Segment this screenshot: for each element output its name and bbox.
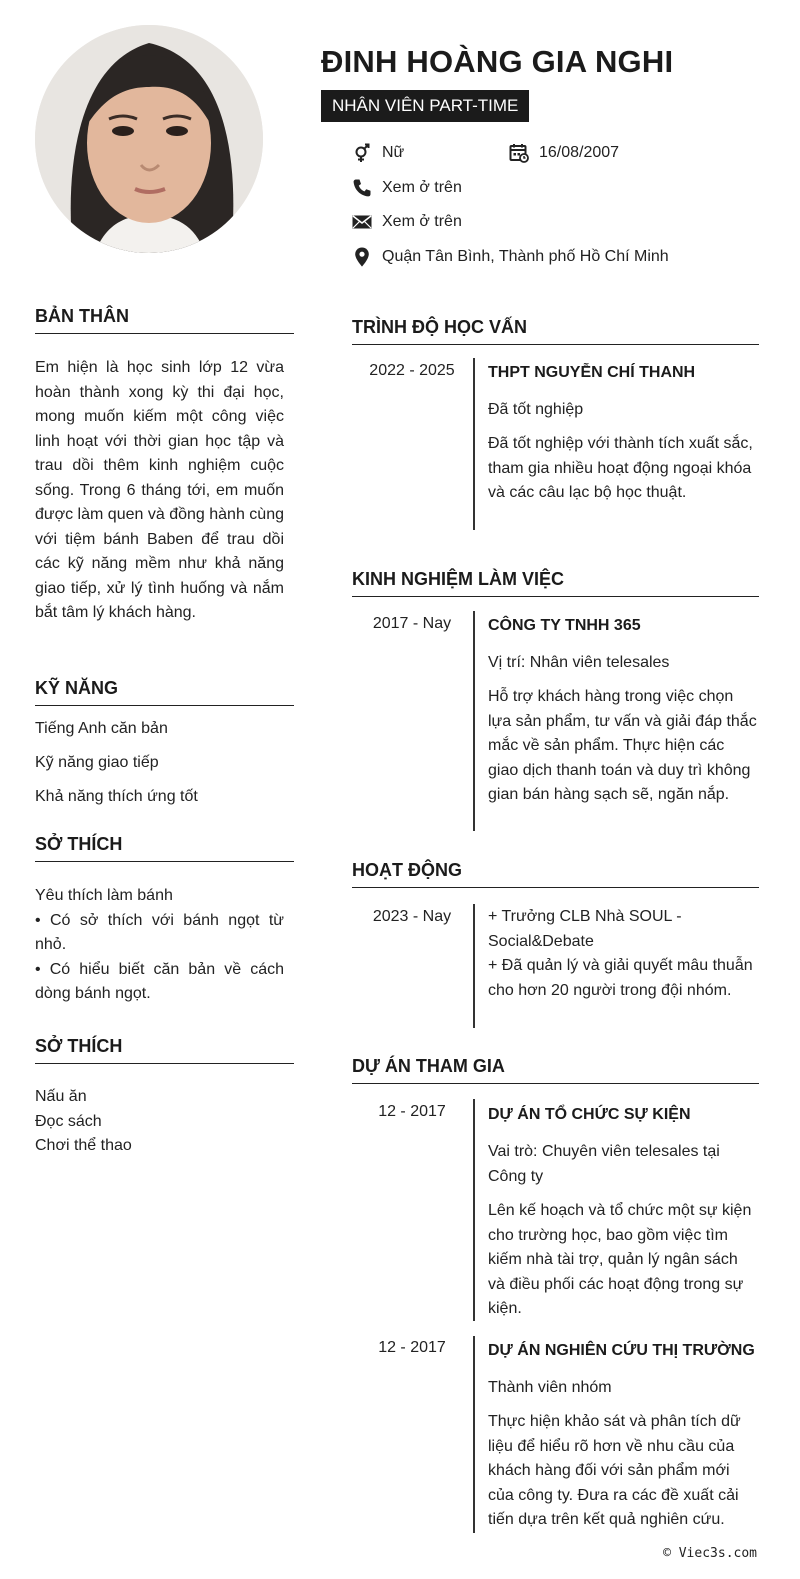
timeline-line xyxy=(473,1099,475,1321)
experience-date: 2017 - Nay xyxy=(372,615,452,632)
location-icon xyxy=(352,247,372,267)
hobby-item: Chơi thể thao xyxy=(35,1137,132,1154)
education-school: THPT NGUYỄN CHÍ THANH xyxy=(488,364,696,381)
email-icon xyxy=(352,212,372,232)
project-name: DỰ ÁN NGHIÊN CỨU THỊ TRƯỜNG xyxy=(488,1342,755,1359)
phone-text: Xem ở trên xyxy=(382,179,462,196)
email-text: Xem ở trên xyxy=(382,213,462,230)
education-description: Đã tốt nghiệp với thành tích xuất sắc, tham gia nhiều hoạt động ngoại khóa và các câu lạc bộ học thuật. xyxy=(488,435,753,501)
project-description: Lên kế hoạch và tổ chức một sự kiện cho trường học, bao gồm việc tìm kiếm nhà tài trợ, quản lý ngân sách và điều phối các hoạt động trong sự kiện. xyxy=(488,1202,752,1317)
hobby-line: • Có hiểu biết căn bản về cách dòng bánh ngọt. xyxy=(35,960,284,1002)
timeline-line xyxy=(473,904,475,1028)
hobby-line: Yêu thích làm bánh xyxy=(35,887,173,904)
project-role: Thành viên nhóm xyxy=(488,1379,612,1396)
birthday-info xyxy=(509,143,619,163)
hobbies-title-2: SỞ THÍCH xyxy=(35,1036,294,1064)
timeline-line xyxy=(473,1336,475,1533)
email-info xyxy=(352,212,462,232)
candidate-name: ĐINH HOÀNG GIA NGHI xyxy=(321,44,674,79)
project-role: Vai trò: Chuyên viên telesales tại Công ty xyxy=(488,1143,720,1185)
gender-text: Nữ xyxy=(382,144,405,161)
skill-item: Tiếng Anh căn bản xyxy=(35,720,168,737)
project-date: 12 - 2017 xyxy=(378,1339,446,1356)
activity-line-2: + Đã quản lý và giải quyết mâu thuẫn cho hơn 20 người trong đội nhóm. xyxy=(488,957,753,999)
address-info xyxy=(352,247,669,267)
experience-title: KINH NGHIỆM LÀM VIỆC xyxy=(352,569,759,597)
job-title-badge: NHÂN VIÊN PART-TIME xyxy=(321,90,529,122)
phone-info xyxy=(352,178,462,198)
address-text: Quận Tân Bình, Thành phố Hồ Chí Minh xyxy=(382,248,669,265)
project-name: DỰ ÁN TỔ CHỨC SỰ KIỆN xyxy=(488,1106,691,1123)
project-date: 12 - 2017 xyxy=(378,1103,446,1120)
experience-company: CÔNG TY TNHH 365 xyxy=(488,617,641,634)
skills-title: KỸ NĂNG xyxy=(35,678,294,706)
hobby-item: Nấu ăn xyxy=(35,1088,87,1105)
profile-photo xyxy=(35,25,263,253)
education-status: Đã tốt nghiệp xyxy=(488,401,584,418)
calendar-icon xyxy=(509,143,529,163)
projects-title: DỰ ÁN THAM GIA xyxy=(352,1056,759,1084)
phone-icon xyxy=(352,178,372,198)
hobbies-title: SỞ THÍCH xyxy=(35,834,294,862)
experience-position: Vị trí: Nhân viên telesales xyxy=(488,654,670,671)
about-text: Em hiện là học sinh lớp 12 vừa hoàn thành xong kỳ thi đại học, mong muốn kiếm một công việc linh hoạt với thời gian học tập và trau dồi thêm kinh nghiệm cuộc sống. Trong 6 tháng tới, em muốn được làm quen và đồng hành cùng với tiệm bánh Baben để trau dồi các kỹ năng mềm như khả năng giao tiếp, xử lý tình huống và nắm bắt tâm lý khách hàng. xyxy=(35,359,284,621)
gender-icon xyxy=(352,143,372,163)
education-title: TRÌNH ĐỘ HỌC VẤN xyxy=(352,317,759,345)
timeline-line xyxy=(473,358,475,530)
birthday-text: 16/08/2007 xyxy=(539,144,620,161)
timeline-line xyxy=(473,611,475,831)
footer-watermark: © Viec3s.com xyxy=(663,1546,757,1561)
hobbies-list xyxy=(35,1085,284,1159)
gender-info xyxy=(352,143,404,163)
education-date: 2022 - 2025 xyxy=(369,362,455,379)
experience-description: Hỗ trợ khách hàng trong việc chọn lựa sản phẩm, tư vấn và giải đáp thắc mắc về sản phẩm. Thực hiện các giao dịch thanh toán và duy trì không gian bán hàng sạch sẽ, ngăn nắp. xyxy=(488,688,757,803)
activities-title: HOẠT ĐỘNG xyxy=(352,860,759,888)
skill-item: Khả năng thích ứng tốt xyxy=(35,788,198,805)
skill-item: Kỹ năng giao tiếp xyxy=(35,754,159,771)
about-title: BẢN THÂN xyxy=(35,306,294,334)
hobby-item: Đọc sách xyxy=(35,1112,102,1130)
project-description: Thực hiện khảo sát và phân tích dữ liệu để hiểu rõ hơn về nhu cầu của khách hàng đối với sản phẩm mới của công ty. Đưa ra các đề xuất cải tiến dựa trên kết quả nghiên cứu. xyxy=(488,1413,741,1528)
hobbies-text xyxy=(35,884,284,1007)
hobby-line: • Có sở thích với bánh ngọt từ nhỏ. xyxy=(35,911,284,953)
activity-line-1: + Trưởng CLB Nhà SOUL - Social&Debate xyxy=(488,908,682,950)
activity-date: 2023 - Nay xyxy=(372,908,452,925)
